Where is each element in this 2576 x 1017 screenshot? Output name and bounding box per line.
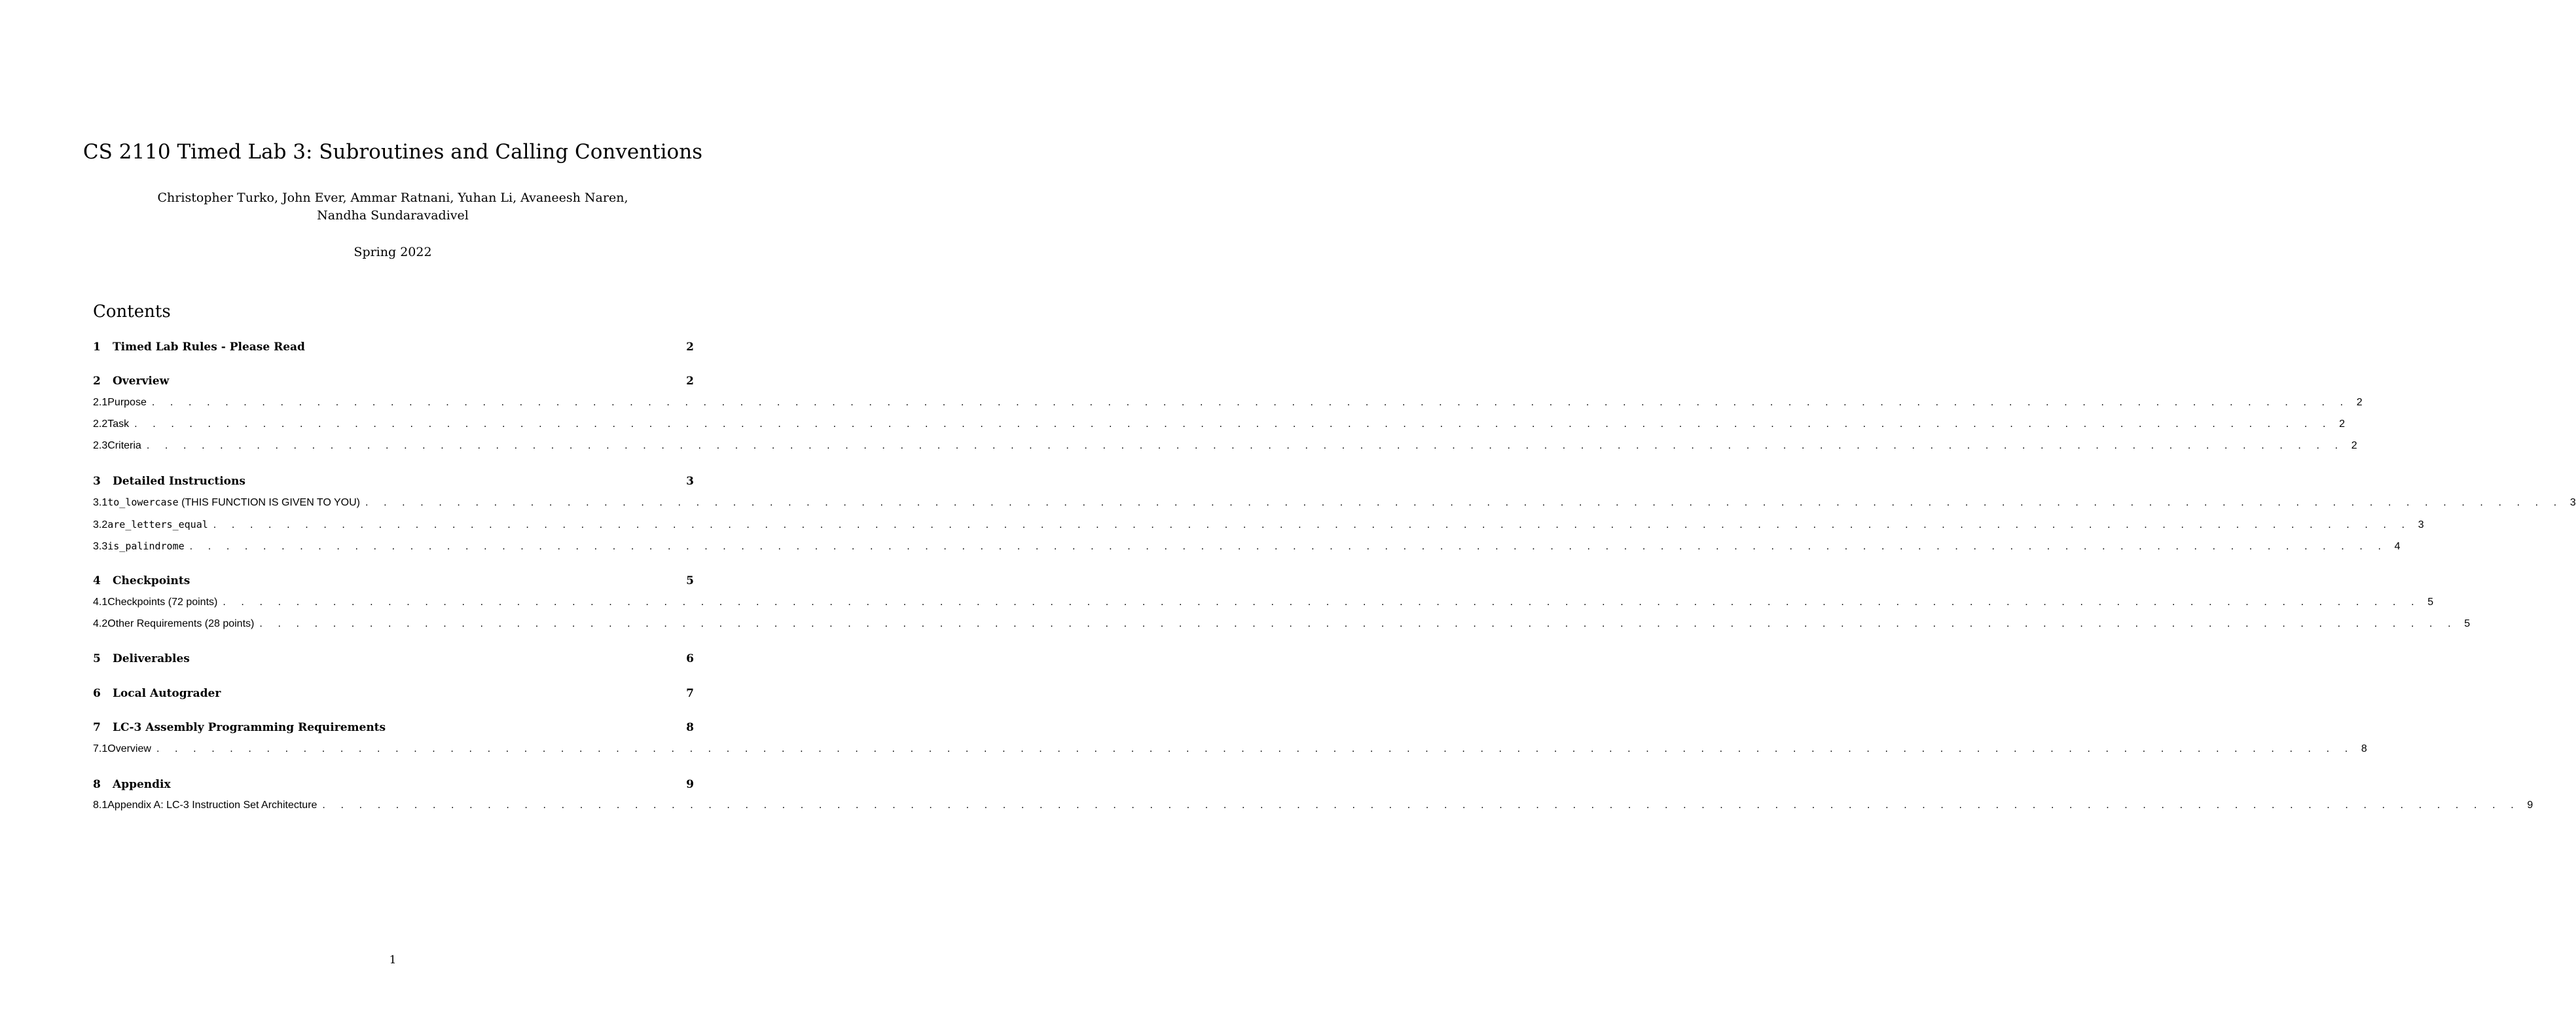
toc-subsection-title bbox=[107, 743, 151, 755]
toc-page-number: 5 bbox=[686, 574, 694, 587]
toc-subsection-2-2[interactable] bbox=[93, 418, 2345, 435]
toc-subsection-code-name: to_lowercase bbox=[107, 496, 179, 508]
toc-dot-leader: . . . . . . . . . . . . . . . . . . . . . . . . . . . . . . . . . . . . . . . . . . . . . . . . . . . . . . . . . . . . . . . . . . . . . . . . . . . . . . . . . . . . . . . . . . . . . . . . . . . . . . . . . . . . . . . . . . . . . . . . bbox=[213, 519, 2411, 530]
toc-subsection-2-3[interactable] bbox=[93, 440, 2357, 457]
toc-section-3[interactable] bbox=[93, 475, 694, 492]
toc-section-2[interactable] bbox=[93, 375, 694, 392]
toc-subsection-number: 3.3 bbox=[93, 541, 108, 552]
toc-subsection-8-1[interactable] bbox=[93, 800, 2533, 817]
toc-page-number: 5 bbox=[2427, 597, 2434, 608]
toc-subsection-title bbox=[107, 397, 147, 409]
toc-section-title: Timed Lab Rules - Please Read bbox=[113, 341, 305, 354]
toc-page-number: 2 bbox=[2356, 397, 2363, 408]
toc-subsection-title bbox=[107, 618, 254, 630]
toc-subsection-7-1[interactable] bbox=[93, 743, 2367, 760]
toc-subsection-number: 2.3 bbox=[93, 440, 108, 451]
document-date: Spring 2022 bbox=[354, 245, 432, 259]
toc-section-4[interactable] bbox=[93, 574, 694, 591]
toc-section-7[interactable] bbox=[93, 721, 694, 738]
toc-section-number: 4 bbox=[93, 574, 101, 587]
toc-subsection-number: 8.1 bbox=[93, 800, 108, 811]
toc-subsection-number: 4.1 bbox=[93, 597, 108, 608]
page-number: 1 bbox=[389, 953, 397, 967]
toc-section-title: Checkpoints bbox=[113, 574, 190, 587]
toc-page-number: 2 bbox=[686, 375, 694, 388]
toc-subsection-3-3[interactable] bbox=[93, 540, 2401, 557]
toc-dot-leader: . . . . . . . . . . . . . . . . . . . . . . . . . . . . . . . . . . . . . . . . . . . . . . . . . . . . . . . . . . . . . . . . . . . . . . . . . . . . . . . . . . . . . . . . . . . . . . . . . . . . . . . . . . . . . . . . . . . . . . . . bbox=[322, 800, 2520, 811]
toc-subsection-label: Other Requirements (28 points) bbox=[107, 618, 255, 629]
toc-subsection-label: Overview bbox=[107, 743, 151, 754]
toc-dot-leader: . . . . . . . . . . . . . . . . . . . . . . . . . . . . . . . . . . . . . . . . . . . . . . . . . . . . . . . . . . . . . . . . . . . . . . . . . . . . . . . . . . . . . . . . . . . . . . . . . . . . . . . . . . . . . . . . . . . . . . . . bbox=[134, 418, 2332, 430]
toc-page-number: 7 bbox=[686, 687, 694, 700]
toc-section-title: Detailed Instructions bbox=[113, 475, 245, 488]
toc-section-title: Overview bbox=[113, 375, 170, 388]
toc-section-8[interactable] bbox=[93, 778, 694, 795]
toc-subsection-title bbox=[107, 800, 317, 811]
toc-page-number: 9 bbox=[2527, 800, 2533, 811]
toc-section-5[interactable] bbox=[93, 652, 694, 669]
author-line-1: Christopher Turko, John Ever, Ammar Ratnani, Yuhan Li, Avaneesh Naren, bbox=[157, 191, 628, 205]
toc-subsection-4-1[interactable] bbox=[93, 597, 2434, 614]
toc-page-number: 2 bbox=[2339, 418, 2345, 430]
toc-subsection-3-1[interactable] bbox=[93, 496, 2576, 513]
toc-page-number: 3 bbox=[686, 475, 694, 488]
toc-subsection-number: 7.1 bbox=[93, 743, 108, 754]
toc-subsection-3-2[interactable] bbox=[93, 519, 2424, 536]
toc-subsection-title bbox=[107, 418, 129, 430]
toc-subsection-2-1[interactable] bbox=[93, 397, 2363, 414]
toc-subsection-number: 3.1 bbox=[93, 497, 108, 508]
toc-subsection-code-name: are_letters_equal bbox=[107, 519, 208, 530]
toc-page-number: 6 bbox=[686, 652, 694, 665]
toc-section-title: LC-3 Assembly Programming Requirements bbox=[113, 721, 386, 734]
toc-dot-leader: . . . . . . . . . . . . . . . . . . . . . . . . . . . . . . . . . . . . . . . . . . . . . . . . . . . . . . . . . . . . . . . . . . . . . . . . . . . . . . . . . . . . . . . . . . . . . . . . . . . . . . . . . . . . . . . . . . . . . . . . bbox=[156, 743, 2354, 754]
toc-subsection-title bbox=[107, 540, 184, 553]
toc-subsection-label: Checkpoints (72 points) bbox=[107, 597, 218, 608]
toc-subsection-number: 2.1 bbox=[93, 397, 108, 408]
toc-section-number: 7 bbox=[93, 721, 101, 734]
author-list bbox=[0, 189, 786, 225]
toc-page-number: 4 bbox=[2394, 541, 2401, 552]
toc-dot-leader: . . . . . . . . . . . . . . . . . . . . . . . . . . . . . . . . . . . . . . . . . . . . . . . . . . . . . . . . . . . . . . . . . . . . . . . . . . . . . . . . . . . . . . . . . . . . . . . . . . . . . . . . . . . . . . . . . . . . . . . . bbox=[223, 597, 2421, 608]
toc-page-number: 8 bbox=[686, 721, 694, 734]
toc-page-number: 2 bbox=[2351, 440, 2357, 451]
toc-subsection-code-name: is_palindrome bbox=[107, 540, 185, 552]
toc-subsection-label: Appendix A: LC-3 Instruction Set Architecture bbox=[107, 800, 317, 811]
toc-page-number: 2 bbox=[686, 341, 694, 354]
toc-page-number: 5 bbox=[2464, 618, 2471, 629]
toc-dot-leader: . . . . . . . . . . . . . . . . . . . . . . . . . . . . . . . . . . . . . . . . . . . . . . . . . . . . . . . . . . . . . . . . . . . . . . . . . . . . . . . . . . . . . . . . . . . . . . . . . . . . . . . . . . . . . . . . . . . . . . . . bbox=[146, 440, 2344, 451]
toc-page-number: 8 bbox=[2361, 743, 2367, 754]
toc-subsection-label: Purpose bbox=[107, 397, 147, 408]
toc-subsection-label: Task bbox=[107, 418, 130, 430]
toc-page-number: 9 bbox=[686, 778, 694, 791]
toc-subsection-number: 4.2 bbox=[93, 618, 108, 629]
toc-subsection-title bbox=[107, 597, 217, 608]
toc-section-6[interactable] bbox=[93, 687, 694, 704]
toc-dot-leader: . . . . . . . . . . . . . . . . . . . . . . . . . . . . . . . . . . . . . . . . . . . . . . . . . . . . . . . . . . . . . . . . . . . . . . . . . . . . . . . . . . . . . . . . . . . . . . . . . . . . . . . . . . . . . . . . . . . . . . . . bbox=[189, 541, 2387, 552]
toc-section-title: Deliverables bbox=[113, 652, 190, 665]
document-title: CS 2110 Timed Lab 3: Subroutines and Calling Conventions bbox=[82, 140, 703, 164]
toc-subsection-suffix: (THIS FUNCTION IS GIVEN TO YOU) bbox=[178, 497, 360, 508]
toc-section-number: 5 bbox=[93, 652, 101, 665]
toc-section-title: Appendix bbox=[113, 778, 171, 791]
contents-heading: Contents bbox=[93, 302, 171, 322]
toc-subsection-number: 3.2 bbox=[93, 519, 108, 530]
author-line-2: Nandha Sundaravadivel bbox=[317, 208, 469, 223]
toc-section-number: 2 bbox=[93, 375, 101, 388]
toc-subsection-4-2[interactable] bbox=[93, 618, 2471, 635]
toc-section-title: Local Autograder bbox=[113, 687, 221, 700]
toc-subsection-title bbox=[107, 496, 360, 509]
toc-section-number: 1 bbox=[93, 341, 101, 354]
toc-dot-leader: . . . . . . . . . . . . . . . . . . . . . . . . . . . . . . . . . . . . . . . . . . . . . . . . . . . . . . . . . . . . . . . . . . . . . . . . . . . . . . . . . . . . . . . . . . . . . . . . . . . . . . . . . . . . . . . . . . . . . . . . bbox=[365, 497, 2563, 508]
toc-section-number: 8 bbox=[93, 778, 101, 791]
toc-dot-leader: . . . . . . . . . . . . . . . . . . . . . . . . . . . . . . . . . . . . . . . . . . . . . . . . . . . . . . . . . . . . . . . . . . . . . . . . . . . . . . . . . . . . . . . . . . . . . . . . . . . . . . . . . . . . . . . . . . . . . . . . bbox=[259, 618, 2458, 629]
toc-section-1[interactable] bbox=[93, 341, 694, 358]
toc-section-number: 6 bbox=[93, 687, 101, 700]
toc-subsection-label: Criteria bbox=[107, 440, 141, 451]
toc-section-number: 3 bbox=[93, 475, 101, 488]
toc-subsection-number: 2.2 bbox=[93, 418, 108, 430]
toc-subsection-title bbox=[107, 519, 208, 531]
toc-dot-leader: . . . . . . . . . . . . . . . . . . . . . . . . . . . . . . . . . . . . . . . . . . . . . . . . . . . . . . . . . . . . . . . . . . . . . . . . . . . . . . . . . . . . . . . . . . . . . . . . . . . . . . . . . . . . . . . . . . . . . . . . bbox=[151, 397, 2349, 408]
toc-page-number: 3 bbox=[2569, 497, 2576, 508]
toc-subsection-title bbox=[107, 440, 141, 452]
toc-page-number: 3 bbox=[2418, 519, 2424, 530]
